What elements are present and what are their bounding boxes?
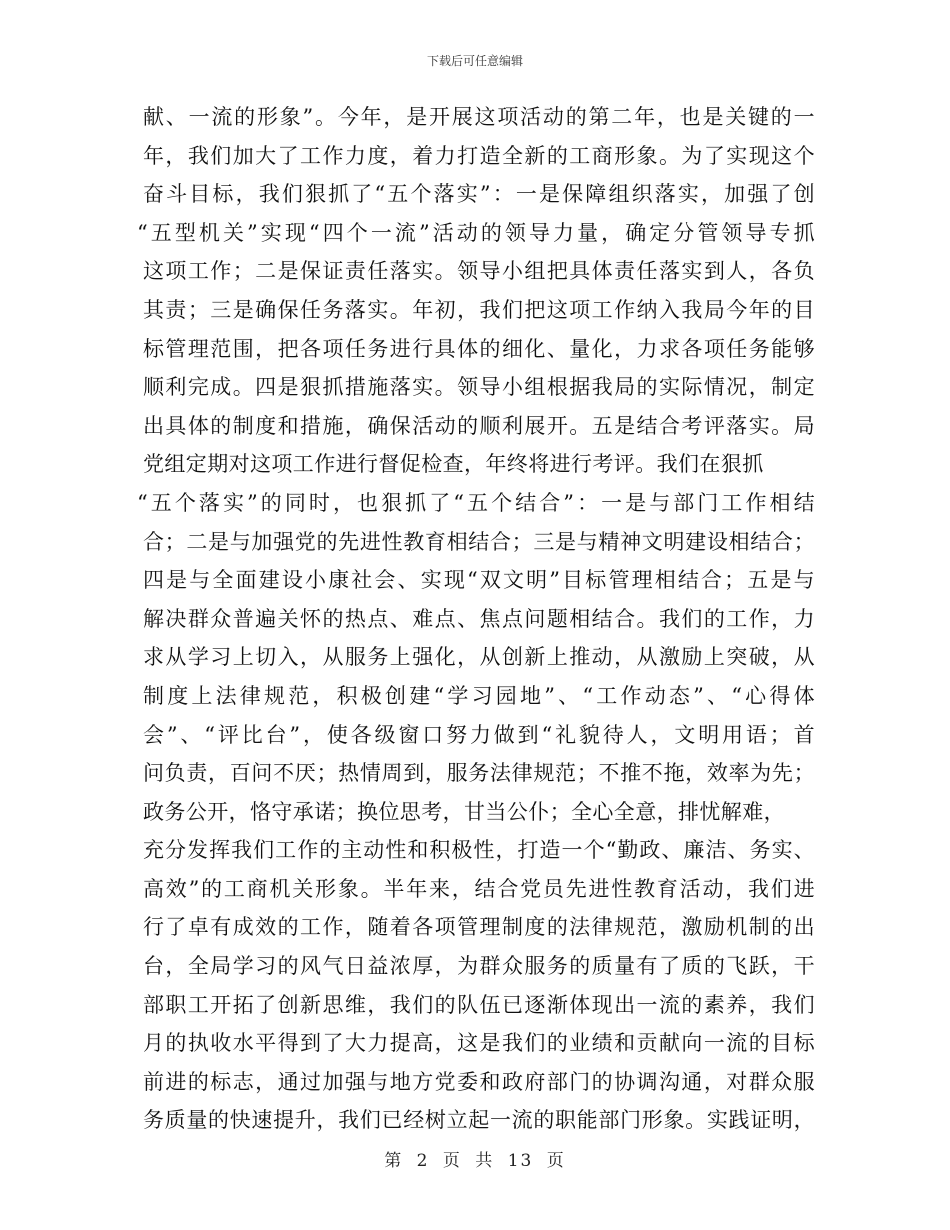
body-line: 献、一流的形象”。今年，是开展这项活动的第二年，也是关键的一 xyxy=(143,105,815,129)
page-number-footer: 第 2 页 共 13 页 xyxy=(384,1151,566,1171)
body-line: 奋斗目标，我们狠抓了“五个落实”：一是保障组织落实，加强了创 xyxy=(143,182,815,207)
body-line: 顺利完成。四是狠抓措施落实。领导小组根据我局的实际情况，制定 xyxy=(143,375,815,400)
body-line: 求从学习上切入，从服务上强化，从创新上推动，从激励上突破，从 xyxy=(143,645,815,670)
body-line: 前进的标志，通过加强与地方党委和政府部门的协调沟通，对群众服 xyxy=(143,1069,815,1094)
body-line: 高效”的工商机关形象。半年来，结合党员先进性教育活动，我们进 xyxy=(143,876,815,901)
body-line: 解决群众普遍关怀的热点、难点、焦点问题相结合。我们的工作，力 xyxy=(143,606,815,631)
body-line: 务质量的快速提升，我们已经树立起一流的职能部门形象。实践证明， xyxy=(143,1108,815,1133)
page-header: 下载后可任意编辑 xyxy=(426,54,523,68)
body-line: “五个落实”的同时，也狠抓了“五个结合”：一是与部门工作相结 xyxy=(137,490,815,515)
body-line: 标管理范围，把各项任务进行具体的细化、量化，力求各项任务能够 xyxy=(143,336,815,361)
body-line: 四是与全面建设小康社会、实现“双文明”目标管理相结合；五是与 xyxy=(143,568,815,593)
body-line: 合；二是与加强党的先进性教育相结合；三是与精神文明建设相结合； xyxy=(143,529,815,554)
body-line: 制度上法律规范，积极创建“学习园地”、“工作动态”、“心得体 xyxy=(143,683,815,708)
body-line: “五型机关”实现“四个一流”活动的领导力量，确定分管领导专抓 xyxy=(137,220,815,245)
body-line: 其责；三是确保任务落实。年初，我们把这项工作纳入我局今年的目 xyxy=(143,297,815,322)
body-line: 党组定期对这项工作进行督促检查，年终将进行考评。我们在狠抓 xyxy=(143,452,764,477)
body-line: 行了卓有成效的工作，随着各项管理制度的法律规范，激励机制的出 xyxy=(143,915,815,940)
body-line: 这项工作；二是保证责任落实。领导小组把具体责任落实到人，各负 xyxy=(143,259,815,284)
document-body xyxy=(137,98,815,1140)
body-line: 问负责，百问不厌；热情周到，服务法律规范；不推不拖，效率为先； xyxy=(143,761,815,786)
body-line: 年，我们加大了工作力度，着力打造全新的工商形象。为了实现这个 xyxy=(143,143,815,168)
body-line: 部职工开拓了创新思维，我们的队伍已逐渐体现出一流的素养，我们 xyxy=(143,992,815,1017)
body-line: 月的执收水平得到了大力提高，这是我们的业绩和贡献向一流的目标 xyxy=(143,1031,815,1056)
body-line: 出具体的制度和措施，确保活动的顺利展开。五是结合考评落实。局 xyxy=(143,413,815,438)
body-line: 政务公开，恪守承诺；换位思考，甘当公仆；全心全意，排忧解难， xyxy=(143,799,785,824)
body-line: 台，全局学习的风气日益浓厚，为群众服务的质量有了质的飞跃，干 xyxy=(143,954,815,979)
body-line: 充分发挥我们工作的主动性和积极性，打造一个“勤政、廉洁、务实、 xyxy=(143,838,815,863)
body-line: 会”、“评比台”，使各级窗口努力做到“礼貌待人，文明用语；首 xyxy=(143,722,815,747)
